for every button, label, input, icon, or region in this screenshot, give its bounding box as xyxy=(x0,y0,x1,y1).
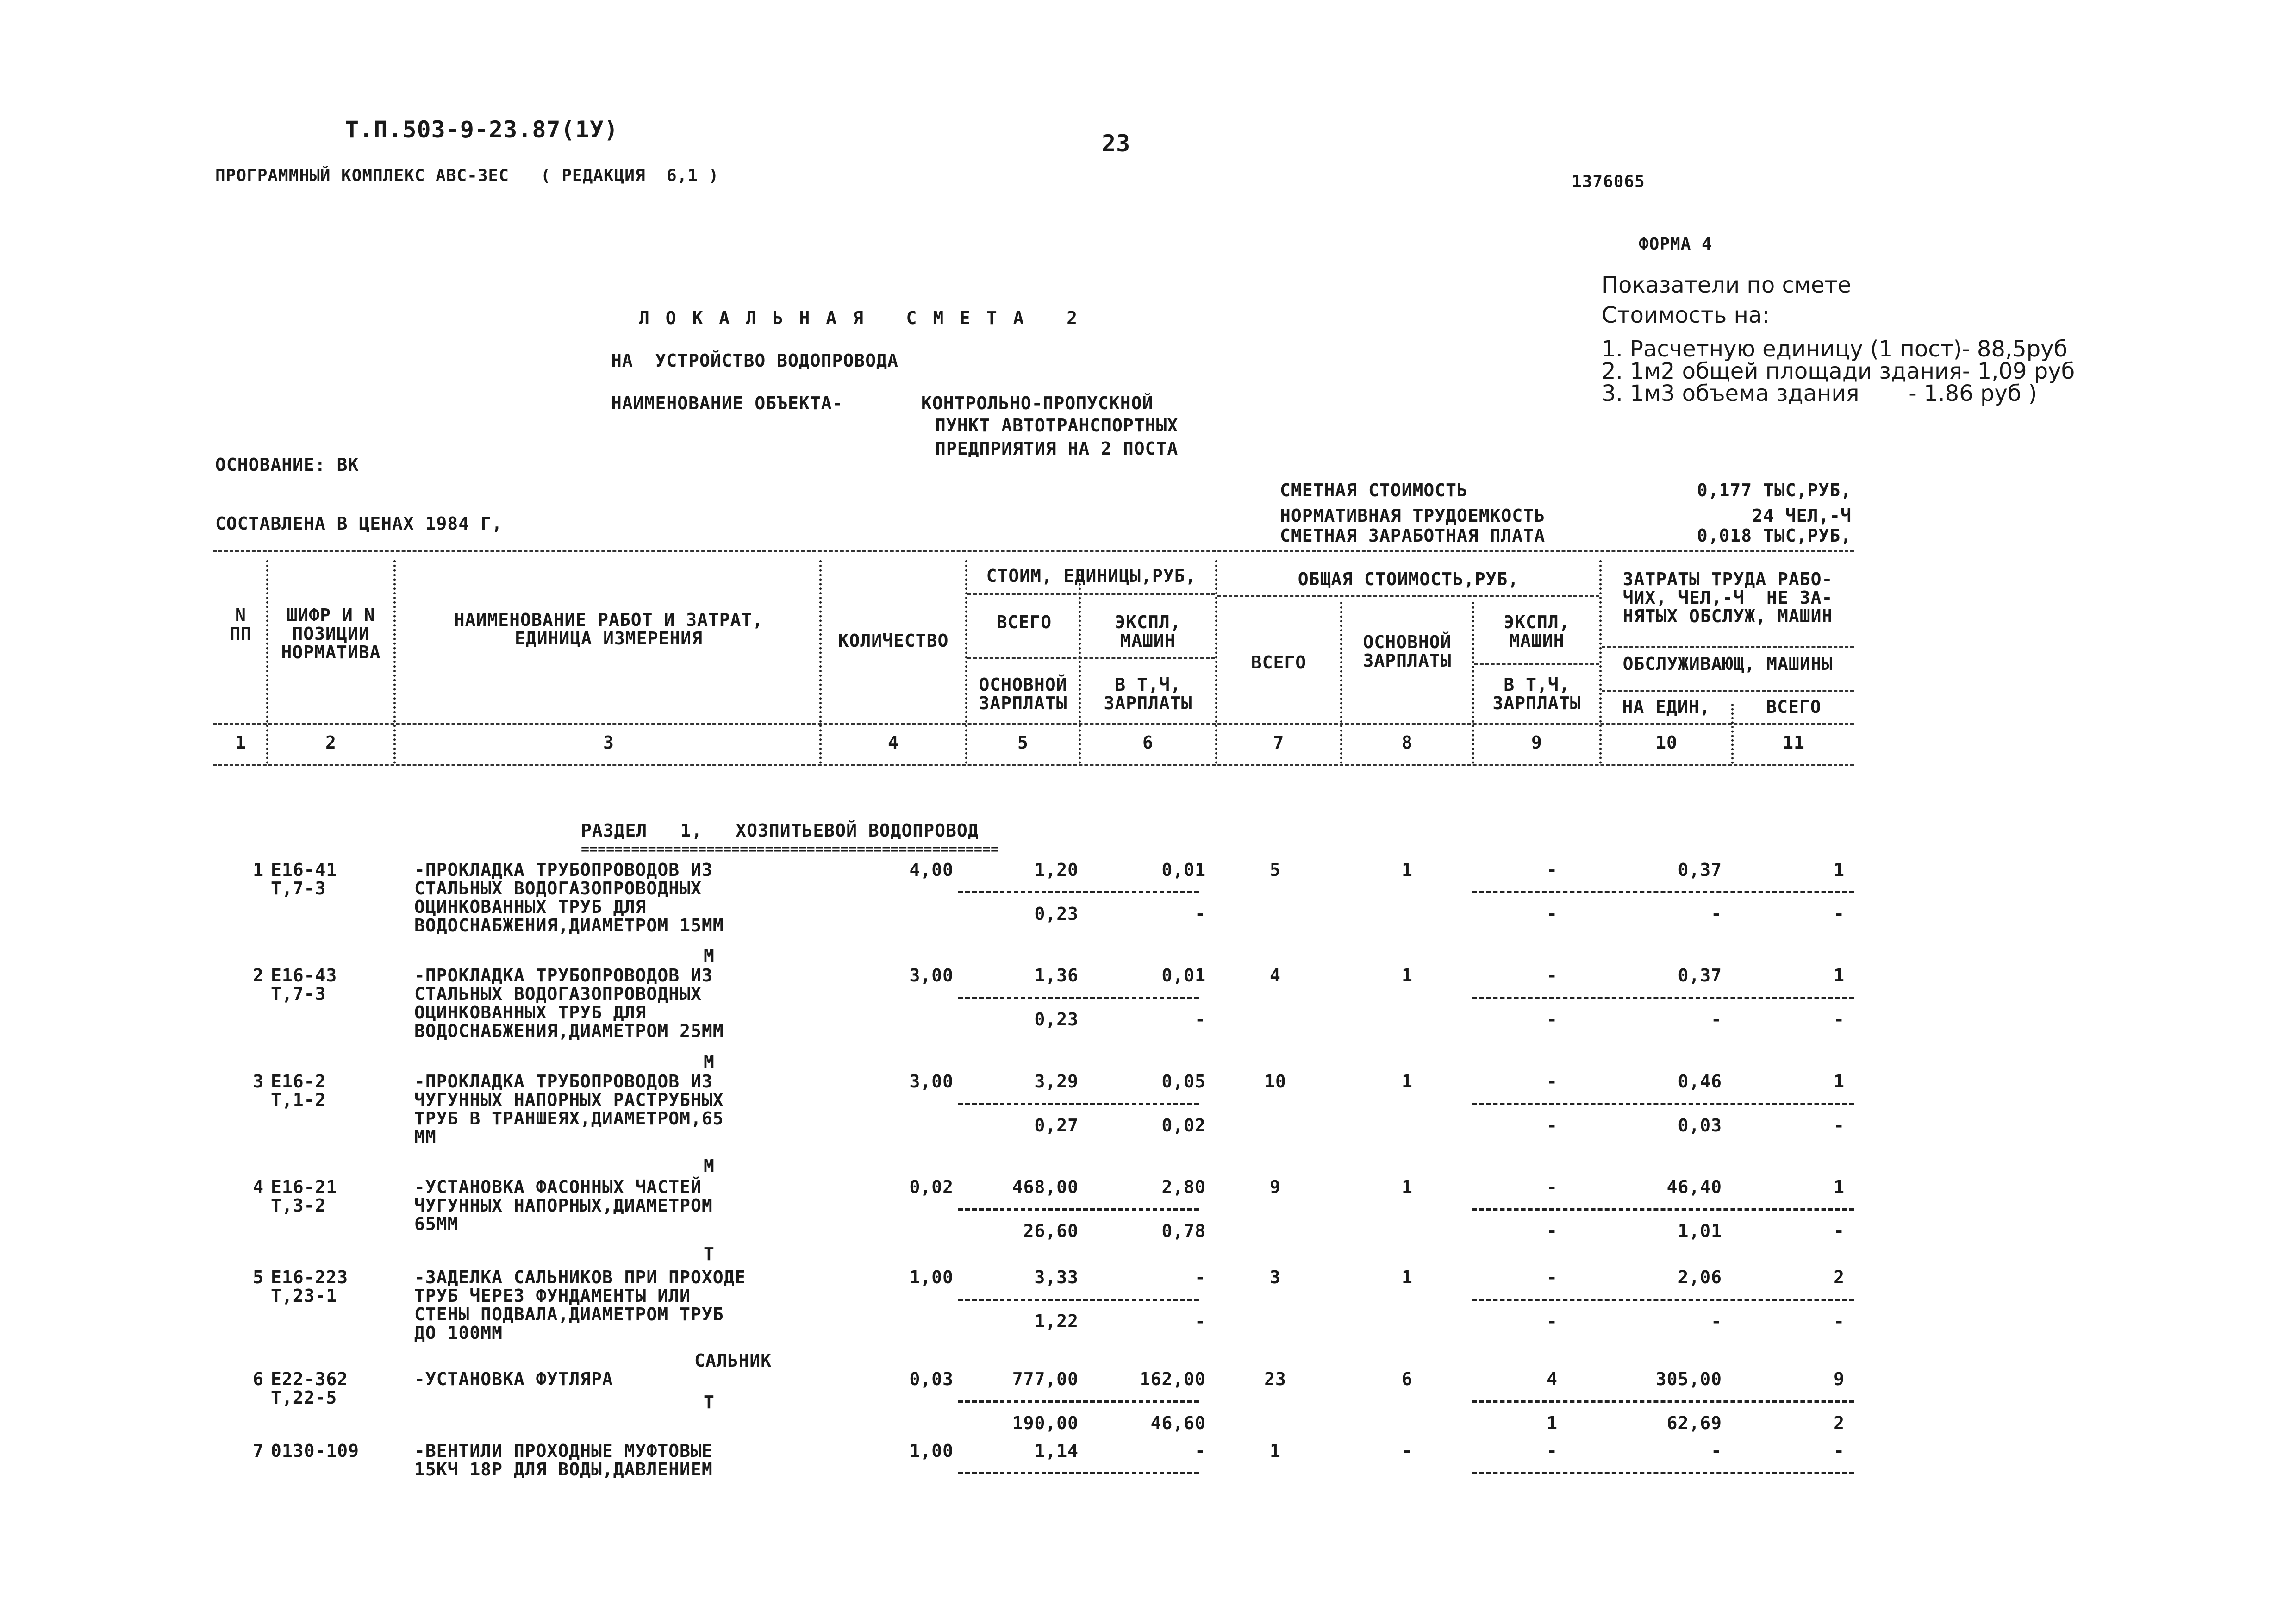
col-sep-2 xyxy=(393,560,396,764)
labor-separator xyxy=(1472,891,1854,893)
row-service-total: - xyxy=(1834,1221,1845,1241)
unit-sub-rule xyxy=(967,657,1215,659)
row-total-machines: - xyxy=(1547,965,1558,986)
row-number: 6 xyxy=(253,1369,264,1389)
header-total-all: ВСЕГО xyxy=(1251,652,1307,673)
col-number-2: 2 xyxy=(325,732,337,753)
row-quantity: 4,00 xyxy=(909,860,954,880)
row-total-machines: - xyxy=(1547,1267,1558,1287)
unit-cost-separator xyxy=(958,1299,1199,1301)
row-labor-per-unit: 2,06 xyxy=(1678,1267,1722,1287)
summary-value-cost: 0,177 ТЫС,РУБ, xyxy=(1697,480,1852,500)
header-col-4: КОЛИЧЕСТВО xyxy=(838,631,949,651)
row-unit-machines: - xyxy=(1195,1267,1206,1287)
row-labor-per-unit: 46,40 xyxy=(1666,1177,1722,1197)
indicator-line-2: 2. 1м2 общей площади здания- 1,09 руб xyxy=(1602,358,2075,384)
col-sep-1 xyxy=(266,560,268,764)
row-total-base-salary: 1 xyxy=(1402,1177,1413,1197)
row-total: 1 xyxy=(1270,1441,1281,1461)
column-number-rule xyxy=(213,764,1854,766)
header-labor-service: ОБСЛУЖИВАЮЩ, МАШИНЫ xyxy=(1622,654,1833,674)
col-number-8: 8 xyxy=(1402,732,1413,753)
row-number: 7 xyxy=(253,1441,264,1461)
row-total-incl-salary: 1 xyxy=(1547,1413,1558,1433)
row-quantity: 3,00 xyxy=(909,1071,954,1092)
row-service-per-unit: 62,69 xyxy=(1666,1413,1722,1433)
row-total-base-salary: 1 xyxy=(1402,965,1413,986)
row-unit-machines: 162,00 xyxy=(1139,1369,1206,1389)
row-unit-incl-salary: 0,78 xyxy=(1161,1221,1206,1241)
header-total-machines: ЭКСПЛ, МАШИН xyxy=(1504,612,1570,651)
row-code: 0130-109 xyxy=(271,1441,360,1461)
row-unit-of-measure: Т xyxy=(704,1244,715,1264)
total-group-rule xyxy=(1217,595,1599,597)
row-number: 5 xyxy=(253,1267,264,1287)
row-code: Е16-223 Т,23-1 xyxy=(271,1267,349,1306)
row-total-machines: - xyxy=(1547,1071,1558,1092)
row-unit-base-salary: 0,23 xyxy=(1034,904,1079,924)
col-number-1: 1 xyxy=(235,732,246,753)
row-unit-machines: 2,80 xyxy=(1161,1177,1206,1197)
row-name: -УСТАНОВКА ФАСОННЫХ ЧАСТЕЙ ЧУГУННЫХ НАПОРНЫХ,ДИАМЕТРОМ 65ММ xyxy=(414,1177,713,1234)
row-labor-total: 1 xyxy=(1834,965,1845,986)
indicators-title: Показатели по смете xyxy=(1602,272,1852,298)
row-service-total: - xyxy=(1834,1115,1845,1136)
row-labor-per-unit: 0,46 xyxy=(1678,1071,1722,1092)
col-number-11: 11 xyxy=(1783,732,1805,753)
labor-separator xyxy=(1472,1299,1854,1301)
row-total-base-salary: - xyxy=(1402,1441,1413,1461)
row-unit-base-salary: 1,22 xyxy=(1034,1311,1079,1331)
row-unit-machines: 0,05 xyxy=(1161,1071,1206,1092)
row-unit-incl-salary: 0,02 xyxy=(1161,1115,1206,1136)
header-bottom-rule xyxy=(213,723,1854,725)
row-total: 5 xyxy=(1270,860,1281,880)
header-col-3: НАИМЕНОВАНИЕ РАБОТ И ЗАТРАТ, ЕДИНИЦА ИЗМЕРЕНИЯ xyxy=(454,610,764,649)
row-service-total: 2 xyxy=(1834,1413,1845,1433)
labor-separator xyxy=(1472,1103,1854,1105)
header-top-rule xyxy=(213,550,1854,552)
col-number-6: 6 xyxy=(1142,732,1154,753)
document-code: Т.П.503-9-23.87(1У) xyxy=(345,116,618,143)
col-number-10: 10 xyxy=(1655,732,1678,753)
row-service-per-unit: 0,03 xyxy=(1678,1115,1722,1136)
object-line-3: ПРЕДПРИЯТИЯ НА 2 ПОСТА xyxy=(935,438,1179,459)
row-name: -ВЕНТИЛИ ПРОХОДНЫЕ МУФТОВЫЕ 15КЧ 18Р ДЛЯ ВОДЫ,ДАВЛЕНИЕМ xyxy=(414,1441,713,1480)
row-unit-total: 1,20 xyxy=(1034,860,1079,880)
unit-group-rule xyxy=(967,593,1215,595)
unit-cost-separator xyxy=(958,891,1199,893)
row-unit-base-salary: 0,23 xyxy=(1034,1009,1079,1030)
row-unit-incl-salary: 46,60 xyxy=(1150,1413,1206,1433)
summary-label-salary: СМЕТНАЯ ЗАРАБОТНАЯ ПЛАТА xyxy=(1280,525,1546,546)
row-code: Е16-41 Т,7-3 xyxy=(271,860,337,899)
row-total-machines: - xyxy=(1547,860,1558,880)
prices-basis: СОСТАВЛЕНА В ЦЕНАХ 1984 Г, xyxy=(215,513,503,534)
row-name: -ЗАДЕЛКА САЛЬНИКОВ ПРИ ПРОХОДЕ ТРУБ ЧЕРЕЗ ФУНДАМЕНТЫ ИЛИ СТЕНЫ ПОДВАЛА,ДИАМЕТРОМ ТРУБ ДО 100ММ xyxy=(414,1267,746,1343)
object-line-2: ПУНКТ АВТОТРАНСПОРТНЫХ xyxy=(935,415,1179,436)
row-quantity: 1,00 xyxy=(909,1267,954,1287)
row-service-per-unit: - xyxy=(1711,904,1722,924)
row-total-incl-salary: - xyxy=(1547,1115,1558,1136)
row-quantity: 0,03 xyxy=(909,1369,954,1389)
total-sub-rule xyxy=(1474,663,1599,665)
row-total-base-salary: 6 xyxy=(1402,1369,1413,1389)
row-total: 10 xyxy=(1264,1071,1286,1092)
row-labor-total: 2 xyxy=(1834,1267,1845,1287)
header-labor-total: ВСЕГО xyxy=(1766,697,1822,717)
row-unit-total: 3,29 xyxy=(1034,1071,1079,1092)
estimate-purpose: НА УСТРОЙСТВО ВОДОПРОВОДА xyxy=(611,350,898,371)
object-label: НАИМЕНОВАНИЕ ОБЪЕКТА- xyxy=(611,393,843,413)
row-quantity: 3,00 xyxy=(909,965,954,986)
row-number: 1 xyxy=(253,860,264,880)
header-unit-cost-group: СТОИМ, ЕДИНИЦЫ,РУБ, xyxy=(986,566,1197,586)
header-total-incl-salary: В Т,Ч, ЗАРПЛАТЫ xyxy=(1492,675,1581,713)
row-name: -ПРОКЛАДКА ТРУБОПРОВОДОВ ИЗ СТАЛЬНЫХ ВОДОГАЗОПРОВОДНЫХ ОЦИНКОВАННЫХ ТРУБ ДЛЯ ВОДОСНАБЖЕНИЯ,ДИАМЕТРОМ 25ММ xyxy=(414,965,724,1041)
row-name: -ПРОКЛАДКА ТРУБОПРОВОДОВ ИЗ ЧУГУННЫХ НАПОРНЫХ РАСТРУБНЫХ ТРУБ В ТРАНШЕЯХ,ДИАМЕТРОМ,65 ММ xyxy=(414,1071,724,1147)
header-col-2: ШИФР И N ПОЗИЦИИ НОРМАТИВА xyxy=(281,605,381,662)
row-total: 4 xyxy=(1270,965,1281,986)
row-unit-of-measure: САЛЬНИК xyxy=(694,1350,772,1371)
row-unit-base-salary: 0,27 xyxy=(1034,1115,1079,1136)
row-number: 4 xyxy=(253,1177,264,1197)
row-code: Е22-362 Т,22-5 xyxy=(271,1369,349,1408)
labor-sub-rule-1 xyxy=(1602,646,1854,648)
page-number: 23 xyxy=(1102,130,1131,157)
row-total-base-salary: 1 xyxy=(1402,1071,1413,1092)
row-unit-machines: 0,01 xyxy=(1161,860,1206,880)
row-total-base-salary: 1 xyxy=(1402,1267,1413,1287)
row-unit-of-measure: М xyxy=(704,1052,715,1072)
header-col-1: N ПП xyxy=(230,605,252,644)
row-labor-per-unit: - xyxy=(1711,1441,1722,1461)
row-total-machines: 4 xyxy=(1547,1369,1558,1389)
row-labor-total: 1 xyxy=(1834,1071,1845,1092)
row-unit-total: 1,14 xyxy=(1034,1441,1079,1461)
indicator-line-1: 1. Расчетную единицу (1 пост)- 88,5руб xyxy=(1602,336,2068,362)
indicator-line-3: 3. 1м3 объема здания - 1.86 руб ) xyxy=(1602,381,2037,406)
col-number-4: 4 xyxy=(888,732,899,753)
labor-separator xyxy=(1472,1400,1854,1403)
row-unit-incl-salary: - xyxy=(1195,1009,1206,1030)
row-total: 9 xyxy=(1270,1177,1281,1197)
row-service-per-unit: - xyxy=(1711,1311,1722,1331)
row-service-total: - xyxy=(1834,1311,1845,1331)
header-unit-base-salary: ОСНОВНОЙ ЗАРПЛАТЫ xyxy=(979,675,1067,713)
summary-label-labor: НОРМАТИВНАЯ ТРУДОЕМКОСТЬ xyxy=(1280,506,1546,526)
labor-separator xyxy=(1472,1208,1854,1211)
labor-sub-rule-2 xyxy=(1602,690,1854,692)
row-unit-machines: - xyxy=(1195,1441,1206,1461)
summary-value-labor: 24 ЧЕЛ,-Ч xyxy=(1752,506,1852,526)
row-total-machines: - xyxy=(1547,1441,1558,1461)
summary-label-cost: СМЕТНАЯ СТОИМОСТЬ xyxy=(1280,480,1468,500)
col-number-9: 9 xyxy=(1531,732,1542,753)
row-labor-per-unit: 0,37 xyxy=(1678,965,1722,986)
header-unit-incl-salary: В Т,Ч, ЗАРПЛАТЫ xyxy=(1104,675,1192,713)
header-unit-total: ВСЕГО xyxy=(996,612,1052,632)
summary-value-salary: 0,018 ТЫС,РУБ, xyxy=(1697,525,1852,546)
row-total: 23 xyxy=(1264,1369,1286,1389)
unit-cost-separator xyxy=(958,1103,1199,1105)
labor-separator xyxy=(1472,1472,1854,1474)
row-total-incl-salary: - xyxy=(1547,904,1558,924)
row-labor-per-unit: 0,37 xyxy=(1678,860,1722,880)
row-number: 2 xyxy=(253,965,264,986)
row-unit-of-measure: Т xyxy=(704,1392,715,1412)
row-total-base-salary: 1 xyxy=(1402,860,1413,880)
row-service-total: - xyxy=(1834,1009,1845,1030)
col-sep-3 xyxy=(819,560,822,764)
row-labor-total: 9 xyxy=(1834,1369,1845,1389)
header-labor-per-unit: НА ЕДИН, xyxy=(1622,697,1711,717)
row-unit-total: 468,00 xyxy=(1012,1177,1079,1197)
row-service-per-unit: - xyxy=(1711,1009,1722,1030)
row-total: 3 xyxy=(1270,1267,1281,1287)
row-unit-incl-salary: - xyxy=(1195,1311,1206,1331)
indicators-cost-on: Стоимость на: xyxy=(1602,302,1770,328)
header-unit-machines: ЭКСПЛ, МАШИН xyxy=(1115,612,1181,651)
document-id: 1376065 xyxy=(1572,172,1645,191)
row-unit-of-measure: М xyxy=(704,945,715,966)
row-unit-total: 777,00 xyxy=(1012,1369,1079,1389)
col-number-3: 3 xyxy=(603,732,614,753)
row-labor-total: 1 xyxy=(1834,860,1845,880)
row-name: -УСТАНОВКА ФУТЛЯРА xyxy=(414,1369,613,1389)
row-unit-total: 3,33 xyxy=(1034,1267,1079,1287)
basis: ОСНОВАНИЕ: ВК xyxy=(215,455,359,475)
row-service-per-unit: 1,01 xyxy=(1678,1221,1722,1241)
row-total-incl-salary: - xyxy=(1547,1221,1558,1241)
row-total-machines: - xyxy=(1547,1177,1558,1197)
object-line-1: КОНТРОЛЬНО-ПРОПУСКНОЙ xyxy=(921,393,1154,413)
labor-separator xyxy=(1472,997,1854,999)
unit-cost-separator xyxy=(958,1400,1199,1403)
row-total-incl-salary: - xyxy=(1547,1009,1558,1030)
form-label: ФОРМА 4 xyxy=(1639,235,1712,254)
header-total-cost-group: ОБЩАЯ СТОИМОСТЬ,РУБ, xyxy=(1298,569,1519,589)
col-number-7: 7 xyxy=(1273,732,1285,753)
col-sep-4 xyxy=(965,560,967,764)
program-line: ПРОГРАММНЫЙ КОМПЛЕКС АВС-3ЕС ( РЕДАКЦИЯ 6,1 ) xyxy=(215,166,719,185)
row-code: Е16-2 Т,1-2 xyxy=(271,1071,326,1110)
row-code: Е16-21 Т,3-2 xyxy=(271,1177,337,1216)
row-labor-total: 1 xyxy=(1834,1177,1845,1197)
row-quantity: 1,00 xyxy=(909,1441,954,1461)
row-number: 3 xyxy=(253,1071,264,1092)
row-unit-of-measure: М xyxy=(704,1156,715,1176)
row-service-total: - xyxy=(1834,904,1845,924)
estimate-title: Л О К А Л Ь Н А Я С М Е Т А 2 xyxy=(639,308,1080,328)
unit-cost-separator xyxy=(958,997,1199,999)
unit-cost-separator xyxy=(958,1472,1199,1474)
row-labor-total: - xyxy=(1834,1441,1845,1461)
header-labor-group: ЗАТРАТЫ ТРУДА РАБО- ЧИХ, ЧЕЛ,-Ч НЕ ЗА- НЯТЫХ ОБСЛУЖ, МАШИН xyxy=(1622,569,1833,626)
section-underline: ================================================== xyxy=(581,841,999,857)
row-name: -ПРОКЛАДКА ТРУБОПРОВОДОВ ИЗ СТАЛЬНЫХ ВОДОГАЗОПРОВОДНЫХ ОЦИНКОВАННЫХ ТРУБ ДЛЯ ВОДОСНАБЖЕНИЯ,ДИАМЕТРОМ 15ММ xyxy=(414,860,724,936)
row-unit-base-salary: 190,00 xyxy=(1012,1413,1079,1433)
row-code: Е16-43 Т,7-3 xyxy=(271,965,337,1004)
row-quantity: 0,02 xyxy=(909,1177,954,1197)
row-unit-incl-salary: - xyxy=(1195,904,1206,924)
unit-cost-separator xyxy=(958,1208,1199,1211)
row-unit-base-salary: 26,60 xyxy=(1023,1221,1079,1241)
row-total-incl-salary: - xyxy=(1547,1311,1558,1331)
section-title: РАЗДЕЛ 1, ХОЗПИТЬЕВОЙ ВОДОПРОВОД xyxy=(581,820,979,841)
col-number-5: 5 xyxy=(1017,732,1029,753)
header-total-base-salary: ОСНОВНОЙ ЗАРПЛАТЫ xyxy=(1363,632,1452,671)
row-unit-total: 1,36 xyxy=(1034,965,1079,986)
row-labor-per-unit: 305,00 xyxy=(1655,1369,1722,1389)
row-unit-machines: 0,01 xyxy=(1161,965,1206,986)
